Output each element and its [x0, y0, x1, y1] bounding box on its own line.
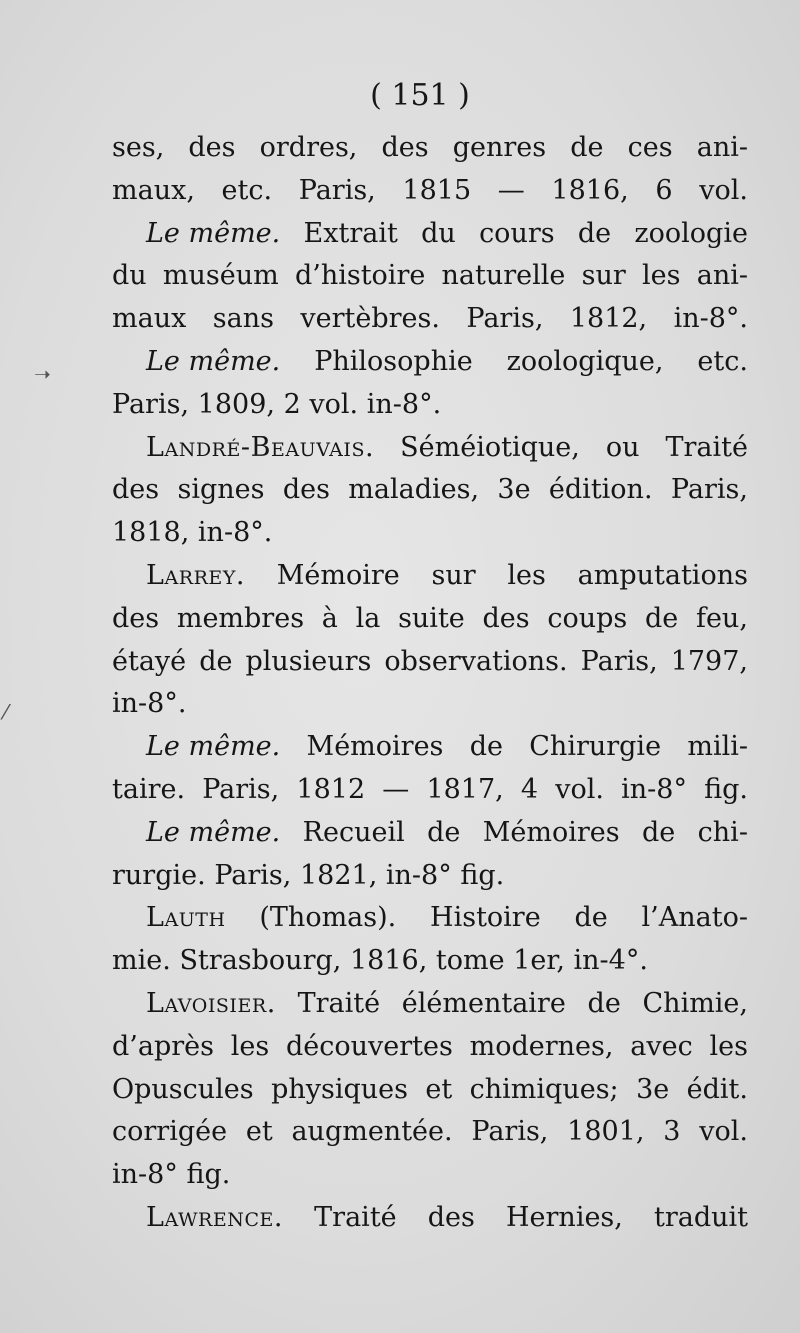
word: Histoire: [430, 902, 541, 934]
word: d’après: [112, 1030, 214, 1062]
word: modernes,: [469, 1030, 614, 1062]
word: physiques: [271, 1073, 408, 1105]
text-line: [112, 1154, 748, 1197]
word: maux: [112, 303, 187, 335]
word: Mémoires: [482, 816, 620, 848]
word: 1816,: [551, 174, 629, 206]
word: Recueil: [302, 816, 405, 848]
word: mili-: [687, 731, 748, 763]
word: 1815: [402, 174, 472, 206]
word: amputations: [577, 559, 748, 591]
word: 1818,: [112, 517, 190, 549]
word: etc.: [697, 345, 748, 377]
word: vol.: [699, 174, 748, 206]
word: ordres,: [259, 132, 358, 163]
word: zoologique,: [506, 345, 664, 377]
word: Mémoires: [306, 731, 444, 763]
word: de: [587, 987, 621, 1019]
word: étayé: [112, 645, 187, 677]
word: sur: [431, 559, 476, 591]
page-number: ( 151 ): [370, 78, 470, 113]
word: 1812: [296, 773, 366, 805]
word: rurgie.: [112, 859, 206, 891]
word: sans: [212, 303, 274, 335]
text-line: [112, 170, 748, 213]
word: Paris,: [670, 474, 748, 506]
word: des: [381, 132, 429, 163]
word: vol.: [699, 1116, 748, 1148]
word: les: [230, 1030, 270, 1062]
text-line: [112, 897, 748, 940]
word: maux,: [112, 174, 195, 206]
text-line: [112, 512, 748, 555]
word: des: [112, 602, 160, 634]
word: in-8°.: [366, 388, 442, 420]
word: 3e: [636, 1073, 670, 1105]
word: de: [574, 902, 608, 934]
text-line: [112, 427, 748, 470]
word: Paris,: [202, 773, 280, 805]
word: fig.: [704, 773, 748, 805]
word: genres: [452, 132, 547, 163]
word: Paris,: [580, 645, 658, 677]
word: maladies,: [348, 474, 480, 506]
word: à: [321, 602, 338, 634]
word: de: [199, 645, 233, 677]
word: naturelle: [441, 260, 566, 292]
word: l’Anato-: [641, 902, 748, 934]
text-line: [112, 769, 748, 812]
text-line: [112, 255, 748, 298]
word: 1812,: [569, 303, 648, 335]
word: de: [427, 816, 461, 848]
word: 4: [520, 773, 539, 805]
word: in-8°.: [112, 688, 187, 720]
word: traduit: [653, 1201, 748, 1233]
word: in-8°.: [197, 517, 273, 549]
word: Séméiotique,: [400, 431, 580, 463]
word: in-8°: [112, 1159, 178, 1191]
word: Traité: [314, 1201, 397, 1233]
word: ou: [605, 431, 640, 463]
word: des: [112, 474, 160, 506]
word: 1er,: [513, 945, 565, 977]
word: —: [497, 174, 525, 206]
word: 1797,: [670, 645, 748, 677]
word: tome: [435, 945, 505, 977]
text-line: [112, 726, 748, 769]
text-line: [112, 298, 748, 341]
word: les: [709, 1030, 748, 1062]
word: signes: [177, 474, 265, 506]
text-line: [112, 940, 748, 983]
margin-mark: ➝: [34, 362, 51, 386]
word: Philosophie: [314, 345, 473, 377]
word: de: [644, 602, 679, 634]
word: coups: [547, 602, 628, 634]
word: de: [577, 217, 612, 249]
word: Paris,: [466, 303, 544, 335]
word: Opuscules: [112, 1073, 254, 1105]
text-line: [112, 341, 748, 384]
body-text: [112, 127, 748, 1240]
text-line: [112, 1197, 748, 1240]
word: chi-: [697, 816, 748, 848]
word: 1801,: [567, 1116, 645, 1148]
text-line: [112, 127, 748, 170]
word: Chimie,: [642, 987, 748, 1019]
word: du: [112, 260, 147, 292]
word: augmentée.: [291, 1116, 453, 1148]
word: Larrey.: [146, 559, 246, 591]
word: Paris,: [214, 859, 292, 891]
text-line: [112, 384, 748, 427]
text-line: [112, 1069, 748, 1112]
word: fig.: [186, 1159, 231, 1191]
word: in-8°.: [673, 303, 748, 335]
text-line: [112, 598, 748, 641]
text-line: [112, 683, 748, 726]
word: édit.: [686, 1073, 748, 1105]
word: Mémoire: [276, 559, 400, 591]
word: vol.: [309, 388, 359, 420]
word: —: [382, 773, 410, 805]
word: in-8°: [621, 773, 687, 805]
word: et: [245, 1116, 273, 1148]
word: corrigée: [112, 1116, 228, 1148]
word: du: [421, 217, 456, 249]
word: des: [188, 132, 236, 163]
word: Paris,: [112, 388, 190, 420]
text-line: [112, 469, 748, 512]
word: Chirurgie: [529, 731, 662, 763]
text-line: [112, 213, 748, 256]
word: les: [642, 260, 681, 292]
word: ani-: [696, 260, 748, 292]
word: 1809,: [197, 388, 275, 420]
word: 3: [663, 1116, 681, 1148]
word: ces: [627, 132, 673, 163]
word: 1821,: [299, 859, 378, 891]
word: Landré-Beauvais.: [146, 431, 375, 463]
word: mie.: [112, 945, 171, 977]
word: édition.: [548, 474, 653, 506]
word: Paris,: [298, 174, 376, 206]
word: et: [425, 1073, 453, 1105]
word: Paris,: [471, 1116, 549, 1148]
text-line: [112, 641, 748, 684]
word: cours: [479, 217, 555, 249]
word: etc.: [221, 174, 273, 206]
word: élémentaire: [401, 987, 566, 1019]
word: des: [482, 602, 530, 634]
word: vol.: [555, 773, 604, 805]
word: Le même.: [146, 217, 281, 249]
word: 2: [283, 388, 301, 420]
word: des: [282, 474, 330, 506]
word: muséum: [162, 260, 279, 292]
word: observations.: [384, 645, 568, 677]
text-line: [112, 555, 748, 598]
word: Le même.: [146, 731, 281, 763]
word: membres: [176, 602, 305, 634]
word: Le même.: [146, 345, 281, 377]
word: de: [570, 132, 604, 163]
word: Traité: [297, 987, 381, 1019]
word: Strasbourg,: [179, 945, 342, 977]
word: 6: [655, 174, 673, 206]
word: ses,: [112, 132, 165, 163]
word: découvertes: [286, 1030, 453, 1062]
text-line: [112, 983, 748, 1026]
word: avec: [630, 1030, 693, 1062]
word: zoologie: [634, 217, 748, 249]
word: taire.: [112, 773, 186, 805]
word: sur: [581, 260, 626, 292]
word: plusieurs: [245, 645, 372, 677]
word: 1816,: [349, 945, 428, 977]
word: Lawrence.: [146, 1201, 284, 1233]
word: Hernies,: [506, 1201, 623, 1233]
text-line: [112, 855, 748, 898]
word: de: [469, 731, 503, 763]
word: in-8°: [385, 859, 452, 891]
text-line: [112, 1026, 748, 1069]
word: vertèbres.: [300, 303, 440, 335]
word: 3e: [497, 474, 531, 506]
word: d’histoire: [294, 260, 426, 292]
word: les: [507, 559, 546, 591]
word: Traité: [665, 431, 748, 463]
word: fig.: [460, 859, 505, 891]
text-line: [112, 1111, 748, 1154]
word: feu,: [695, 602, 748, 634]
word: suite: [398, 602, 465, 634]
word: in-4°.: [573, 945, 648, 977]
word: 1817,: [426, 773, 504, 805]
word: chimiques;: [469, 1073, 619, 1105]
word: Lavoisier.: [146, 987, 276, 1019]
word: ani-: [696, 132, 748, 163]
word: des: [427, 1201, 475, 1233]
word: Le même.: [146, 816, 281, 848]
word: (Thomas).: [259, 902, 397, 934]
word: la: [355, 602, 381, 634]
margin-mark: ⁄: [4, 700, 8, 724]
word: Extrait: [303, 217, 398, 249]
word: de: [642, 816, 676, 848]
text-line: [112, 812, 748, 855]
word: Lauth: [146, 902, 226, 934]
